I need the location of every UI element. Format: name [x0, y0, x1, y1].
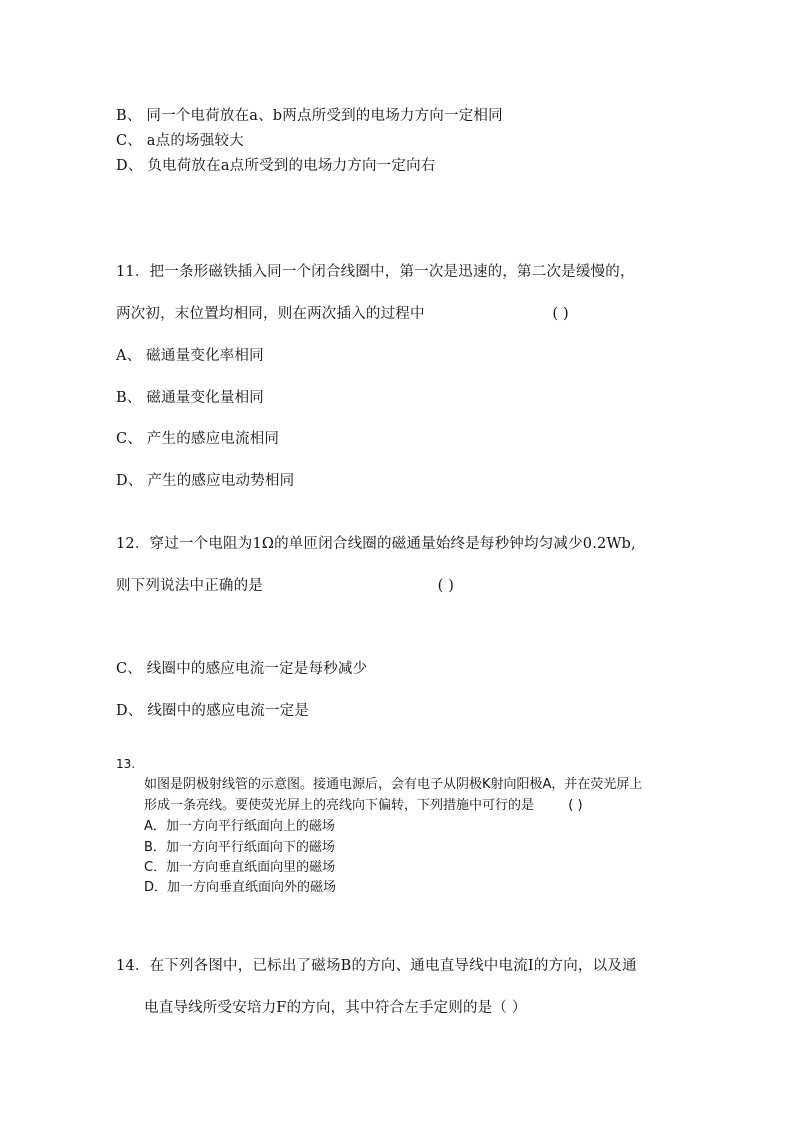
q13-stem-line2 — [144, 796, 583, 816]
q14-stem-line2: 电直导线所受安培力F的方向，其中符合左手定则的是（ ） — [144, 1000, 527, 1016]
q13-option-d: D．加一方向垂直纸面向外的磁场 — [144, 880, 337, 895]
q12-answer-paren: ( ) — [437, 578, 455, 594]
q10-option-d: D、 负电荷放在a点所受到的电场力方向一定向右 — [116, 158, 436, 174]
q13-option-b: B．加一方向平行纸面向下的磁场 — [144, 840, 335, 855]
q10-option-c: C、 a点的场强较大 — [116, 133, 244, 149]
q14-stem-line1: 14．在下列各图中，已标出了磁场B的方向、通电直导线中电流I的方向，以及通 — [116, 958, 637, 974]
q11-option-a: A、 磁通量变化率相同 — [116, 348, 264, 364]
q13-stem-line1: 如图是阴极射线管的示意图。接通电源后，会有电子从阴极K射向阳极A，并在荧光屏上 — [144, 777, 643, 792]
q11-answer-paren: ( ) — [552, 306, 569, 322]
q12-option-c: C、 线圈中的感应电流一定是每秒减少 — [116, 661, 368, 677]
q13-number: 13. — [116, 757, 136, 771]
q13-option-c: C．加一方向垂直纸面向里的磁场 — [144, 860, 336, 875]
q11-stem-line1: 11．把一条形磁铁插入同一个闭合线圈中，第一次是迅速的，第二次是缓慢的， — [116, 264, 635, 280]
q11-stem-line2 — [116, 304, 569, 324]
q12-stem-text: 则下列说法中正确的是 — [116, 578, 263, 594]
q12-stem-line2 — [116, 576, 454, 596]
q10-option-b: B、 同一个电荷放在a、b两点所受到的电场力方向一定相同 — [116, 108, 503, 124]
q12-stem-line1: 12．穿过一个电阻为1Ω的单匝闭合线圈的磁通量始终是每秒钟均匀减少0.2Wb, — [116, 536, 636, 552]
q13-stem-text: 形成一条亮线。要使荧光屏上的亮线向下偏转，下列措施中可行的是 — [144, 798, 535, 813]
q13-answer-paren: ( ) — [568, 798, 583, 813]
q11-stem-text: 两次初，末位置均相同，则在两次插入的过程中 — [116, 306, 425, 322]
q11-option-b: B、 磁通量变化量相同 — [116, 390, 264, 406]
q12-option-d: D、 线圈中的感应电流一定是 — [116, 703, 310, 719]
q13-option-a: A．加一方向平行纸面向上的磁场 — [144, 819, 335, 834]
q11-option-d: D、 产生的感应电动势相同 — [116, 473, 295, 489]
q11-option-c: C、 产生的感应电流相同 — [116, 431, 280, 447]
